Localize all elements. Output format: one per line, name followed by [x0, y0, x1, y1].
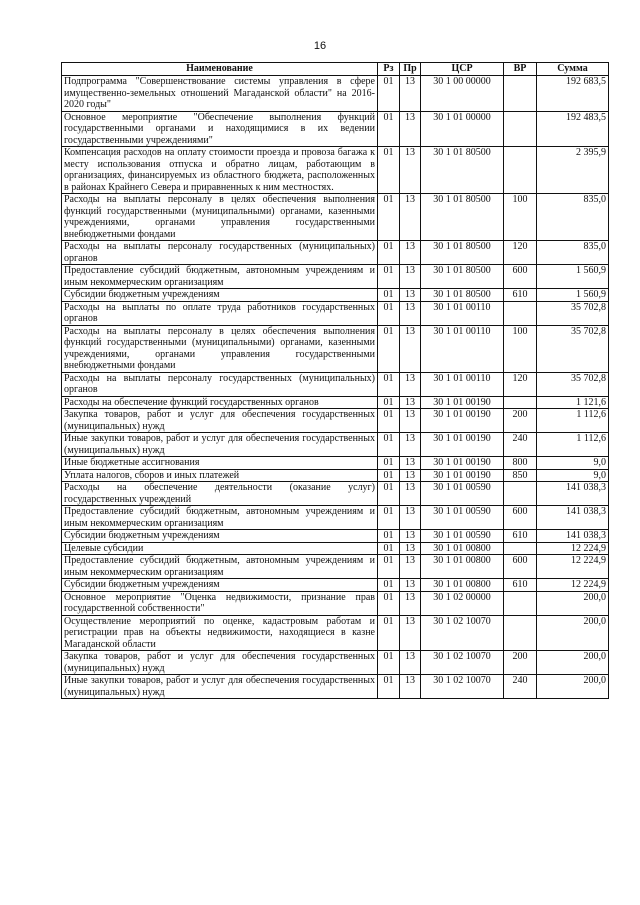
- cell-pr: 13: [400, 469, 421, 482]
- cell-sum: 12 224,9: [537, 542, 609, 555]
- cell-name: Расходы на выплаты персоналу в целях обеспечения выполнения функций государственными (муниципальными) органами, казенными учреждениями, органами управления государственными внебюджетными фондами: [62, 194, 378, 241]
- cell-name: Компенсация расходов на оплату стоимости проезда и провоза багажа к месту использования отпуска и обратно лицам, работающим в организациях, финансируемых из областного бюджета, расположенных в районах Крайнего Севера и приравненных к ним местностях.: [62, 147, 378, 194]
- table-row: [62, 555, 609, 579]
- cell-sum: 12 224,9: [537, 555, 609, 579]
- cell-csr: 30 1 01 80500: [421, 265, 504, 289]
- cell-name: Иные бюджетные ассигнования: [62, 457, 378, 470]
- cell-rz: 01: [378, 530, 400, 543]
- cell-sum: 35 702,8: [537, 325, 609, 372]
- cell-csr: 30 1 01 00590: [421, 482, 504, 506]
- cell-name: Иные закупки товаров, работ и услуг для обеспечения государственных (муниципальных) нужд: [62, 675, 378, 699]
- cell-csr: 30 1 01 00800: [421, 555, 504, 579]
- table-row: [62, 591, 609, 615]
- table-row: [62, 111, 609, 147]
- table-row: [62, 396, 609, 409]
- table-row: [62, 482, 609, 506]
- cell-csr: 30 1 01 80500: [421, 241, 504, 265]
- cell-name: Предоставление субсидий бюджетным, автономным учреждениям и иным некоммерческим организациям: [62, 265, 378, 289]
- cell-vr: [504, 147, 537, 194]
- cell-pr: 13: [400, 194, 421, 241]
- cell-pr: 13: [400, 301, 421, 325]
- cell-rz: 01: [378, 506, 400, 530]
- cell-sum: 192 683,5: [537, 76, 609, 112]
- header-pr: Пр: [400, 63, 421, 76]
- cell-name: Субсидии бюджетным учреждениям: [62, 289, 378, 302]
- cell-pr: 13: [400, 241, 421, 265]
- cell-sum: 141 038,3: [537, 530, 609, 543]
- cell-csr: 30 1 01 00190: [421, 396, 504, 409]
- table-row: [62, 457, 609, 470]
- cell-name: Основное мероприятие "Обеспечение выполнения функций государственными органами и находящимися в их ведении государственными учреждениями": [62, 111, 378, 147]
- cell-pr: 13: [400, 506, 421, 530]
- table-row: [62, 409, 609, 433]
- cell-name: Расходы на обеспечение деятельности (оказание услуг) государственных учреждений: [62, 482, 378, 506]
- cell-sum: 835,0: [537, 241, 609, 265]
- cell-pr: 13: [400, 579, 421, 592]
- cell-vr: 100: [504, 194, 537, 241]
- cell-csr: 30 1 00 00000: [421, 76, 504, 112]
- cell-rz: 01: [378, 457, 400, 470]
- cell-csr: 30 1 01 80500: [421, 147, 504, 194]
- cell-sum: 200,0: [537, 675, 609, 699]
- cell-rz: 01: [378, 591, 400, 615]
- table-row: [62, 651, 609, 675]
- cell-name: Закупка товаров, работ и услуг для обеспечения государственных (муниципальных) нужд: [62, 651, 378, 675]
- cell-name: Расходы на выплаты по оплате труда работников государственных органов: [62, 301, 378, 325]
- cell-pr: 13: [400, 289, 421, 302]
- cell-name: Предоставление субсидий бюджетным, автономным учреждениям и иным некоммерческим организациям: [62, 506, 378, 530]
- cell-name: Расходы на выплаты персоналу государственных (муниципальных) органов: [62, 241, 378, 265]
- table-row: [62, 469, 609, 482]
- cell-pr: 13: [400, 555, 421, 579]
- table-header-row: [62, 63, 609, 76]
- cell-vr: 600: [504, 265, 537, 289]
- cell-pr: 13: [400, 265, 421, 289]
- cell-pr: 13: [400, 457, 421, 470]
- cell-csr: 30 1 01 00110: [421, 325, 504, 372]
- cell-rz: 01: [378, 675, 400, 699]
- cell-rz: 01: [378, 301, 400, 325]
- cell-rz: 01: [378, 76, 400, 112]
- table-row: [62, 147, 609, 194]
- cell-name: Подпрограмма "Совершенствование системы управления в сфере имущественно-земельных отношений Магаданской области" на 2016-2020 годы": [62, 76, 378, 112]
- cell-vr: 610: [504, 289, 537, 302]
- cell-vr: 120: [504, 241, 537, 265]
- cell-rz: 01: [378, 147, 400, 194]
- cell-name: Целевые субсидии: [62, 542, 378, 555]
- cell-pr: 13: [400, 651, 421, 675]
- cell-sum: 9,0: [537, 457, 609, 470]
- cell-vr: 240: [504, 433, 537, 457]
- cell-pr: 13: [400, 433, 421, 457]
- cell-vr: 200: [504, 409, 537, 433]
- page-number: 16: [313, 40, 327, 52]
- cell-rz: 01: [378, 469, 400, 482]
- cell-vr: 610: [504, 530, 537, 543]
- cell-vr: 850: [504, 469, 537, 482]
- cell-sum: 200,0: [537, 651, 609, 675]
- cell-vr: 200: [504, 651, 537, 675]
- table-row: [62, 76, 609, 112]
- cell-csr: 30 1 01 00800: [421, 579, 504, 592]
- cell-sum: 192 483,5: [537, 111, 609, 147]
- cell-sum: 35 702,8: [537, 372, 609, 396]
- cell-rz: 01: [378, 651, 400, 675]
- cell-csr: 30 1 01 00190: [421, 433, 504, 457]
- table-row: [62, 325, 609, 372]
- cell-sum: 1 121,6: [537, 396, 609, 409]
- table-row: [62, 675, 609, 699]
- cell-csr: 30 1 02 00000: [421, 591, 504, 615]
- cell-sum: 9,0: [537, 469, 609, 482]
- cell-csr: 30 1 01 80500: [421, 289, 504, 302]
- table-row: [62, 289, 609, 302]
- cell-vr: [504, 76, 537, 112]
- cell-name: Основное мероприятие "Оценка недвижимости, признание прав государственной собственности": [62, 591, 378, 615]
- cell-rz: 01: [378, 111, 400, 147]
- cell-csr: 30 1 01 00190: [421, 457, 504, 470]
- header-sum: Сумма: [537, 63, 609, 76]
- cell-pr: 13: [400, 372, 421, 396]
- cell-pr: 13: [400, 409, 421, 433]
- cell-name: Осуществление мероприятий по оценке, кадастровым работам и регистрации прав на объекты недвижимости, находящиеся в казне Магаданской области: [62, 615, 378, 651]
- cell-csr: 30 1 02 10070: [421, 675, 504, 699]
- cell-pr: 13: [400, 111, 421, 147]
- cell-vr: [504, 615, 537, 651]
- cell-sum: 35 702,8: [537, 301, 609, 325]
- cell-csr: 30 1 01 00190: [421, 469, 504, 482]
- cell-pr: 13: [400, 76, 421, 112]
- cell-pr: 13: [400, 325, 421, 372]
- cell-name: Иные закупки товаров, работ и услуг для обеспечения государственных (муниципальных) нужд: [62, 433, 378, 457]
- header-rz: Рз: [378, 63, 400, 76]
- table-row: [62, 506, 609, 530]
- cell-vr: 100: [504, 325, 537, 372]
- cell-rz: 01: [378, 289, 400, 302]
- cell-rz: 01: [378, 555, 400, 579]
- cell-vr: [504, 591, 537, 615]
- cell-csr: 30 1 01 00590: [421, 506, 504, 530]
- cell-name: Уплата налогов, сборов и иных платежей: [62, 469, 378, 482]
- cell-rz: 01: [378, 409, 400, 433]
- cell-csr: 30 1 01 00000: [421, 111, 504, 147]
- cell-vr: [504, 542, 537, 555]
- cell-rz: 01: [378, 372, 400, 396]
- cell-rz: 01: [378, 615, 400, 651]
- cell-csr: 30 1 01 80500: [421, 194, 504, 241]
- cell-pr: 13: [400, 615, 421, 651]
- cell-rz: 01: [378, 194, 400, 241]
- cell-sum: 1 112,6: [537, 433, 609, 457]
- cell-csr: 30 1 01 00110: [421, 372, 504, 396]
- cell-rz: 01: [378, 241, 400, 265]
- cell-vr: 240: [504, 675, 537, 699]
- cell-pr: 13: [400, 396, 421, 409]
- table-row: [62, 194, 609, 241]
- cell-rz: 01: [378, 325, 400, 372]
- cell-vr: [504, 301, 537, 325]
- cell-name: Закупка товаров, работ и услуг для обеспечения государственных (муниципальных) нужд: [62, 409, 378, 433]
- table-row: [62, 542, 609, 555]
- cell-sum: 2 395,9: [537, 147, 609, 194]
- cell-pr: 13: [400, 147, 421, 194]
- cell-name: Субсидии бюджетным учреждениям: [62, 579, 378, 592]
- table-row: [62, 615, 609, 651]
- cell-name: Расходы на выплаты персоналу государственных (муниципальных) органов: [62, 372, 378, 396]
- cell-pr: 13: [400, 542, 421, 555]
- cell-vr: [504, 482, 537, 506]
- cell-sum: 835,0: [537, 194, 609, 241]
- cell-name: Предоставление субсидий бюджетным, автономным учреждениям и иным некоммерческим организациям: [62, 555, 378, 579]
- cell-csr: 30 1 02 10070: [421, 615, 504, 651]
- cell-sum: 141 038,3: [537, 482, 609, 506]
- table-body: [62, 76, 609, 699]
- table-row: [62, 265, 609, 289]
- cell-sum: 1 112,6: [537, 409, 609, 433]
- cell-csr: 30 1 01 00800: [421, 542, 504, 555]
- cell-pr: 13: [400, 675, 421, 699]
- cell-sum: 141 038,3: [537, 506, 609, 530]
- cell-rz: 01: [378, 433, 400, 457]
- table-row: [62, 301, 609, 325]
- cell-rz: 01: [378, 396, 400, 409]
- cell-name: Расходы на обеспечение функций государственных органов: [62, 396, 378, 409]
- cell-name: Субсидии бюджетным учреждениям: [62, 530, 378, 543]
- cell-csr: 30 1 01 00110: [421, 301, 504, 325]
- cell-rz: 01: [378, 482, 400, 506]
- table-row: [62, 579, 609, 592]
- cell-sum: 200,0: [537, 591, 609, 615]
- cell-csr: 30 1 02 10070: [421, 651, 504, 675]
- cell-vr: 120: [504, 372, 537, 396]
- cell-vr: 610: [504, 579, 537, 592]
- table-row: [62, 530, 609, 543]
- cell-vr: [504, 396, 537, 409]
- cell-rz: 01: [378, 265, 400, 289]
- cell-vr: [504, 111, 537, 147]
- cell-pr: 13: [400, 482, 421, 506]
- cell-rz: 01: [378, 542, 400, 555]
- cell-csr: 30 1 01 00590: [421, 530, 504, 543]
- table-row: [62, 241, 609, 265]
- cell-rz: 01: [378, 579, 400, 592]
- cell-pr: 13: [400, 591, 421, 615]
- header-name: Наименование: [62, 63, 378, 76]
- table-row: [62, 433, 609, 457]
- budget-table: [61, 62, 609, 699]
- cell-vr: 600: [504, 506, 537, 530]
- cell-sum: 1 560,9: [537, 289, 609, 302]
- cell-sum: 12 224,9: [537, 579, 609, 592]
- cell-sum: 200,0: [537, 615, 609, 651]
- cell-vr: 600: [504, 555, 537, 579]
- cell-sum: 1 560,9: [537, 265, 609, 289]
- cell-name: Расходы на выплаты персоналу в целях обеспечения выполнения функций государственными (муниципальными) органами, казенными учреждениями, органами управления государственными внебюджетными фондами: [62, 325, 378, 372]
- header-vr: ВР: [504, 63, 537, 76]
- table-row: [62, 372, 609, 396]
- cell-pr: 13: [400, 530, 421, 543]
- cell-vr: 800: [504, 457, 537, 470]
- cell-csr: 30 1 01 00190: [421, 409, 504, 433]
- header-csr: ЦСР: [421, 63, 504, 76]
